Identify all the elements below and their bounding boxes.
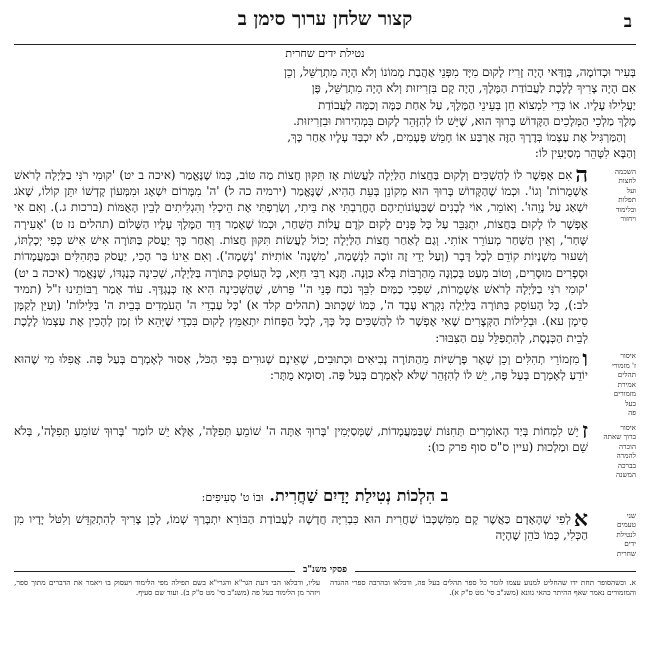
paragraph-letter: ז — [581, 417, 588, 444]
intro-line: בְּעִיר וּכְדוֹמֶה, בְּוַדַּאי הָיָה זָרִיז לָקוּם מִיָּד מִפְּנֵי אַהֲבַת מְמוֹנוֹ וְלֹא הָיָה מִתְרַשֵּׁל, וְכֵן — [283, 65, 636, 79]
footnote-column-left: עליו, ודבלאו הבי דעת הגר"א והגרי"א בשם תפילה מפי הלימוד ויעסוק בו ויאמר את הדברים מתוך ספר, ויזהר מן הלימוד בעל פה (משנ"ב סי' מט ס"ק ב). ועוד שם סעיף. — [14, 578, 321, 597]
paragraph-text: אִם אֶפְשָׁר לוֹ לְהַשְׁכִּים וְלָקוּם בַּחֲצוֹת הַלַּיְלָה לַעֲשׂוֹת אָז תִּקּוּן חֲצוֹת מַה טּוֹב, כְּמוֹ שֶׁנֶּאֱמַר (איכה ב יט) 'קוּמִי רֹנִּי בַלַּיְלָה לְרֹאשׁ אַשְׁמֻרוֹת' וְגוֹ'. וּכְמוֹ שֶׁהַקָּדוֹשׁ בָּרוּךְ הוּא מְקוֹנֵן בְּעֵת הַהִיא, שֶׁנֶּאֱמַר (ירמיה כה ל) 'ה' מִמָּרוֹם יִשְׁאָג וּמִמְּעוֹן קָדְשׁוֹ יִתֵּן קוֹלוֹ, שָׁאֹג יִשְׁאַג עַל נָוֵהוּ'. וְאוֹמֵר, אוֹי לְבָנִים שֶׁבַּעֲוֹנוֹתֵיהֶם הֶחֱרַבְתִּי אֶת בֵּיתִי, וְשָׂרַפְתִּי אֶת הֵיכָלִי וְהִגְלִיתִים לְבֵין הָאֻמּוֹת (ברכות ג.). וְאִם אִי אֶפְשָׁר לוֹ לָקוּם בַּחֲצוֹת, יִתְגַּבֵּר עַל כָּל פָּנִים לָקוּם קֹדֶם עֲלוֹת הַשַּׁחַר, וּכְמוֹ שֶׁאָמַר דָּוִד הַמֶּלֶךְ עָלָיו הַשָּׁלוֹם (תהלים נז ט) 'אָעִירָה שָּׁחַר', וְאֵין הַשַּׁחַר מְעוֹרֵר אוֹתִי. וְגַם לְאַחַר חֲצוֹת הַלַּיְלָה יָכוֹל לַעֲשׂוֹת תִּקּוּן חֲצוֹת. וְאַחַר כָּךְ יַעֲסֹק בַּתּוֹרָה אִישׁ אִישׁ כְּפִי יְכָלְתּוֹ, וְשִׁעוּר מִשְׁנָיוֹת קוֹדֵם לְכָל דָּבָר (וְעַל יְדֵי זֶה זוֹכֶה לִנְשָׁמָה, 'מִשְׁנָה' אוֹתִיּוֹת 'נְשָׁמָה'). וְאִם אֵינוֹ בַּר הָכִי, יַעֲסֹק בַּתְּהִלִּים וּבַמַּעֲמָדוֹת וּסְפָרִים מוּסָרִים, וְטוֹב מְעַט בְּכַוָּנָה מֵהַרְבּוֹת בְּלֹא כַּוָּנָה. תָּנָא רַבִּי חִיָּא, כָּל הָעוֹסֵק בַּתּוֹרָה בַּלַּיְלָה, שְׁכִינָה כְּנֶגְדּוֹ, שֶׁנֶּאֱמַר (איכה ב יט) 'קוּמִי רֹנִּי בַלַּיְלָה לְרֹאשׁ אַשְׁמֻרוֹת, שִׁפְכִי כַמַּיִם לִבֵּךְ נֹכַח פְּנֵי ה'' פֵּרוּשׁ, שֶׁהַשְּׁכִינָה הִיא אָז כְּנֶגְדֶּךָ. עוֹד אָמַר רַבּוֹתֵינוּ ז"ל (תמיד לב:), כָּל הָעוֹסֵק בַּתּוֹרָה בַּלַּיְלָה נִקְרָא עֶבֶד ה', כְּמוֹ שֶׁכָּתוּב (תהלים קלד א) 'כָּל עַבְדֵי ה' הָעֹמְדִים בְּבֵית ה' בַּלֵּילוֹת' (וְעַיֵּן לְקַמָּן סִימָן עא). וּבְלֵילוֹת הַקְּצָרִים שֶׁאִי אֶפְשָׁר לוֹ לְהַשְׁכִּים כָּל כָּךְ, לְכָל הַפָּחוֹת יִתְאַמֵּץ לָקוּם בִּכְדֵי שֶׁיְּהֵא לוֹ זְמַן לְהָכִין אֶת עַצְמוֹ לָלֶכֶת לְבֵית הַכְּנֶסֶת, לְהִתְפַּלֵּל עִם הַצִּבּוּר: — [14, 167, 588, 345]
intro-line: וְהַבָּא לִטָּהֵר מְסַיְּעִין לוֹ: — [534, 146, 636, 161]
section-title: ב הִלְכוֹת נְטִילַת יָדַיִם שַׁחֲרִית. — [269, 485, 449, 505]
footnote-column-right: א. וכשהסופר תחת ידו שהחליט למנוע עצמו לומר כל ספר תהלים בעל פה, ודבלאו ובהרבה ספרי ההגדה והמזמורים נאמר שאף ההיתר כהאי גוונא (משנ"ב סי' מט ס"ק א). — [330, 578, 636, 597]
section-count: וּבוֹ ט' סְעִיפִים: — [201, 490, 264, 504]
side-note: איסור ברוך שאתה הוכרה להמרה בברכה המשנה — [603, 422, 636, 480]
footnote-label: פסקי משנ"ב — [295, 564, 355, 575]
intro-paragraph — [14, 64, 636, 162]
paragraph-letter: ו — [582, 346, 588, 373]
side-note: שני טעמים לנטילת ידים שחרית — [616, 510, 636, 558]
intro-line: וְהַמַּרְגִּיל אֶת עַצְמוֹ בְּדֶרֶךְ הַזֶּה אַרְבַּע אוֹ חָמֵשׁ פְּעָמִים, לֹא יִכְבַּד עָלָיו אַחַר כָּךְ, — [287, 130, 626, 145]
paragraph-text: יֵשׁ לִמְחוֹת בְּיַד הָאוֹמְרִים תְּחִנּוֹת שֶׁבַּמַּעֲמָדוֹת, שֶׁמְּסַיְּמִין 'בָּרוּךְ אַתָּה ה' שׁוֹמֵעַ תְּפִלָּה', אֶלָּא יֵשׁ לוֹמַר 'בָּרוּךְ שׁוֹמֵעַ תְּפִלָּה', בְּלֹא שֵׁם וּמַלְכוּת (עיין ס"ס סוף פרק כו): — [14, 423, 588, 454]
intro-line: יַעֲלִילוּ עָלָיו. אוֹ כְּדֵי לִמְצוֹא חֵן בְּעֵינֵי הַמֶּלֶךְ, עַל אַחַת כַּמָּה וְכַמָּה לַעֲבוֹדַת — [318, 97, 636, 112]
footnote-divider — [14, 564, 636, 578]
paragraph-zayin — [14, 417, 636, 480]
paragraph-text: מִזְמוֹרֵי תְהִלִּים וְכֵן שְׁאָר פָּרָשִׁיּוֹת מֵהַתּוֹרָה נְבִיאִים וּכְתוּבִים, שֶׁאֵינָם שְׁגוּרִים בְּפִי הַכֹּל, אָסוּר לְאָמְרָם בְּעַל פֶּה. אֲפִלּוּ מִי שֶׁהוּא יוֹדֵעַ לְאָמְרָם בְּעַל פֶּה, יֵשׁ לוֹ לְהִזָּהֵר שֶׁלֹּא לְאָמְרָם בְּעַל פֶּה. וְסוּמָא מֻתָּר: — [14, 352, 588, 383]
running-title: קצור שלחן ערוך סימן ב — [237, 8, 413, 30]
paragraph-vav — [14, 346, 636, 418]
side-note: איסור ז' מזמורי תהלים אמירת מזמורים בעל פה — [611, 351, 636, 418]
page-number: ב — [623, 12, 632, 32]
paragraph-aleph — [14, 505, 636, 559]
paragraph-he — [14, 161, 636, 346]
section-heading — [14, 486, 636, 506]
paragraph-letter: א — [573, 505, 588, 532]
side-note: השכמה לחצות ועל תפלות ובלימוד ויחזור — [614, 166, 636, 224]
paragraph-text: לְפִי שֶׁהָאָדָם כַּאֲשֶׁר קָם מִמִּשְׁכָּבוֹ שַׁחֲרִית הוּא כִּבְרִיָּה חֲדָשָׁה לַעֲבוֹדַת הַבּוֹרֵא יִתְבָּרַךְ שְׁמוֹ, לָכֵן צָרִיךְ לְהִתְקַדֵּשׁ וְלִטֹּל יָדָיו מִן הַכְּלִי, כְּמוֹ כֹּהֵן שֶׁהָיָה — [14, 511, 588, 542]
footnotes — [14, 578, 636, 597]
page-header — [14, 8, 636, 45]
paragraph-letter: ה — [575, 161, 588, 188]
page-subtitle: נטילת ידים שחרית — [285, 47, 365, 60]
intro-line: מֶלֶךְ מַלְכֵי הַמְּלָכִים הַקָּדוֹשׁ בָּרוּךְ הוּא, שֶׁיֵּשׁ לוֹ לְהִזָּהֵר לָקוּם בִּמְהִירוּת וּבִזְרִיזוּת. — [293, 113, 636, 128]
intro-line: אִם הָיָה צָרִיךְ לָלֶכֶת לַעֲבוֹדַת הַמֶּלֶךְ, הָיָה קָם בִּזְרִיזוּת וְלֹא הָיָה מִתְרַשֵּׁל, פֶּן — [311, 81, 636, 96]
